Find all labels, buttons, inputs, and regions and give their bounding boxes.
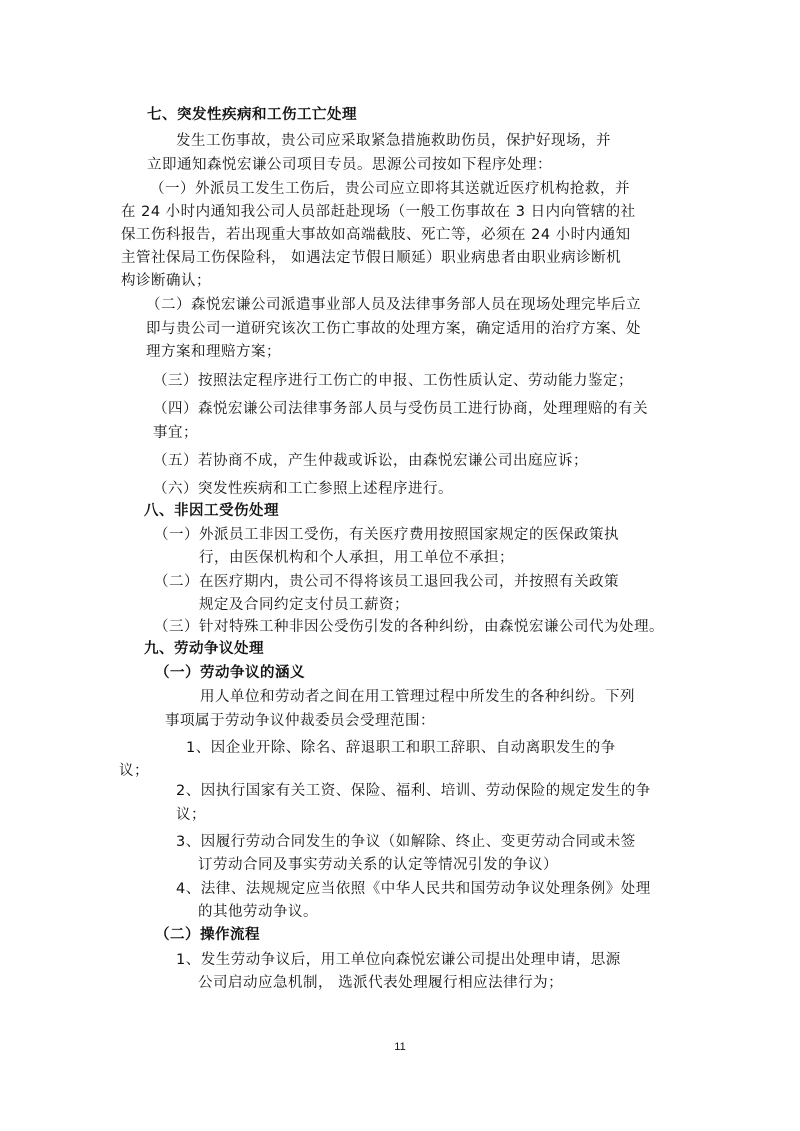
paragraph-line: 立即通知森悦宏谦公司项目专员。思源公司按如下程序处理： — [147, 157, 552, 173]
paragraph-line: 议； — [176, 807, 206, 823]
subsection-heading: （一）劳动争议的涵义 — [155, 665, 305, 681]
paragraph-line: 规定及合同约定支付员工薪资； — [199, 597, 409, 613]
section-heading-8: 八、非因工受伤处理 — [144, 503, 279, 519]
list-item: （三）针对特殊工种非因公受伤引发的各种纠纷，由森悦宏谦公司代为处理。 — [154, 619, 664, 635]
list-item: 1、发生劳动争议后，用工单位向森悦宏谦公司提出处理申请，思源 — [176, 952, 621, 968]
list-item: （五）若协商不成，产生仲裁或诉讼，由森悦宏谦公司出庭应诉； — [153, 453, 588, 469]
subsection-heading: （二）操作流程 — [155, 927, 260, 943]
list-item: 2、因执行国家有关工资、保险、福利、培训、劳动保险的规定发生的争 — [176, 783, 651, 799]
list-item: （四）森悦宏谦公司法律事务部人员与受伤员工进行协商，处理理赔的有关 — [153, 401, 648, 417]
paragraph-line: 用人单位和劳动者之间在用工管理过程中所发生的各种纠纷。下列 — [200, 689, 635, 705]
paragraph-line: 构诊断确认； — [121, 273, 211, 289]
paragraph-line: 事项属于劳动争议仲裁委员会受理范围： — [165, 713, 435, 729]
paragraph-line: 在 24 小时内通知我公司人员部赶赴现场（一般工伤事故在 3 日内向管辖的社 — [121, 204, 636, 220]
list-item: （三）按照法定程序进行工伤亡的申报、工伤性质认定、劳动能力鉴定； — [153, 373, 633, 389]
list-item: 1、因企业开除、除名、辞退职工和职工辞职、自动离职发生的争 — [186, 740, 616, 756]
paragraph-line: 理方案和理赔方案； — [146, 344, 281, 360]
paragraph-line: 保工伤科报告，若出现重大事故如高端截肢、死亡等，必须在 24 小时内通知 — [121, 227, 631, 243]
paragraph-line: 事宜； — [153, 425, 198, 441]
list-item: （二）森悦宏谦公司派遣事业部人员及法律事务部人员在现场处理完毕后立 — [146, 297, 641, 313]
paragraph-line: 订劳动合同及事实劳动关系的认定等情况引发的争议） — [198, 857, 558, 873]
paragraph-line: 即与贵公司一道研究该次工伤亡事故的处理方案，确定适用的治疗方案、处 — [146, 321, 641, 337]
section-heading-7: 七、突发性疾病和工伤工亡处理 — [147, 107, 357, 123]
paragraph-line: 主管社保局工伤保险科， 如遇法定节假日顺延）职业病患者由职业病诊断机 — [121, 250, 622, 266]
list-item: （一）外派员工非因工受伤，有关医疗费用按照国家规定的医保政策执 — [154, 527, 619, 543]
paragraph-line: 发生工伤事故，贵公司应采取紧急措施救助伤员，保护好现场，并 — [176, 133, 611, 149]
paragraph-line: 行，由医保机构和个人承担，用工单位不承担； — [199, 550, 514, 566]
paragraph-line: 公司启动应急机制， 选派代表处理履行相应法律行为； — [198, 975, 564, 991]
list-item: （二）在医疗期内，贵公司不得将该员工退回我公司，并按照有关政策 — [154, 574, 619, 590]
list-item: 4、法律、法规规定应当依照《中华人民共和国劳动争议处理条例》处理 — [176, 881, 651, 897]
list-item: （一）外派员工发生工伤后，贵公司应立即将其送就近医疗机构抢救，并 — [150, 181, 630, 197]
section-heading-9: 九、劳动争议处理 — [144, 641, 264, 657]
page-number: 11 — [394, 1041, 406, 1053]
paragraph-line: 议； — [119, 763, 149, 779]
list-item: 3、因履行劳动合同发生的争议（如解除、终止、变更劳动合同或未签 — [176, 834, 636, 850]
paragraph-line: 的其他劳动争议。 — [198, 904, 318, 920]
list-item: （六）突发性疾病和工亡参照上述程序进行。 — [153, 481, 453, 497]
